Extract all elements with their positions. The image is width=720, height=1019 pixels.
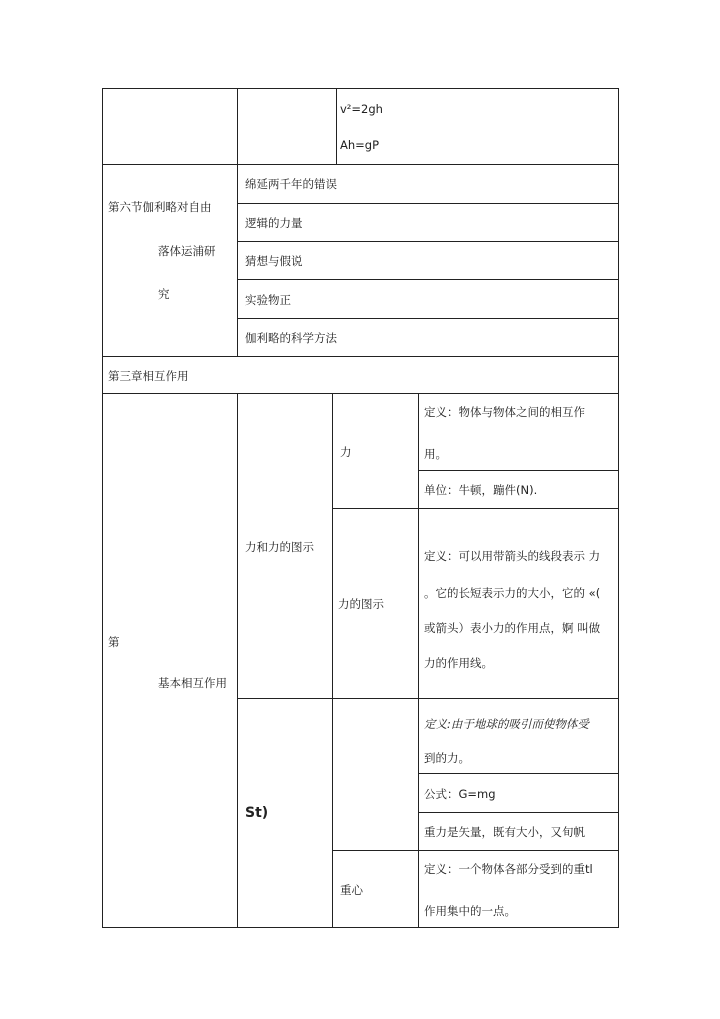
force-unit: 单位：牛顿，蹦件(N). <box>424 483 538 497</box>
diagram-definition-line3: 或箭头）表小力的作用点，婀 叫做 <box>424 621 601 635</box>
formula-velocity: v²=2gh <box>340 102 383 116</box>
chapter3-title: 第三章相互作用 <box>108 369 189 383</box>
gravity-definition-line1: 定义:由于地球的吸引而使物体受 <box>424 717 589 731</box>
force-and-diagram-label: 力和力的图示 <box>245 540 314 554</box>
section6-item: 逻辑的力量 <box>245 216 303 230</box>
section6-item: 伽利略的科学方法 <box>245 331 337 345</box>
center-of-gravity-label: 重心 <box>340 883 363 897</box>
basic-label-line2: 基本相互作用 <box>158 676 227 690</box>
section6-title-line1: 第六节伽利略对自由 <box>108 200 212 214</box>
section6-item: 猜想与假说 <box>245 254 303 268</box>
section6-title-line2: 落体运浦研 <box>158 244 216 258</box>
force-diagram-label: 力的图示 <box>338 597 384 611</box>
diagram-definition-line2: 。它的长短表示力的大小，它的 «( <box>424 586 601 600</box>
gravity-label: St) <box>245 805 269 821</box>
gravity-definition-line2: 到的力。 <box>424 751 470 765</box>
center-definition-line1: 定义：一个物体各部分受到的重tl <box>424 862 593 876</box>
section6-item: 绵延两千年的错误 <box>245 177 337 191</box>
basic-label-line1: 第 <box>108 635 120 649</box>
force-label: 力 <box>340 445 352 459</box>
diagram-definition-line4: 力的作用线。 <box>424 656 493 670</box>
diagram-definition-line1: 定义：可以用带箭头的线段表示 力 <box>424 549 601 563</box>
center-definition-line2: 作用集中的一点。 <box>424 904 516 918</box>
formula-height: Ah=gP <box>340 138 380 152</box>
gravity-vector-note: 重力是矢量，既有大小，又旬帆 <box>424 825 585 839</box>
force-definition-line2: 用。 <box>424 447 447 461</box>
force-definition-line1: 定义：物体与物体之间的相互作 <box>424 405 585 419</box>
section6-title-line3: 究 <box>158 287 170 301</box>
section6-item: 实验物正 <box>245 293 291 307</box>
gravity-formula: 公式：G=mg <box>424 787 496 801</box>
